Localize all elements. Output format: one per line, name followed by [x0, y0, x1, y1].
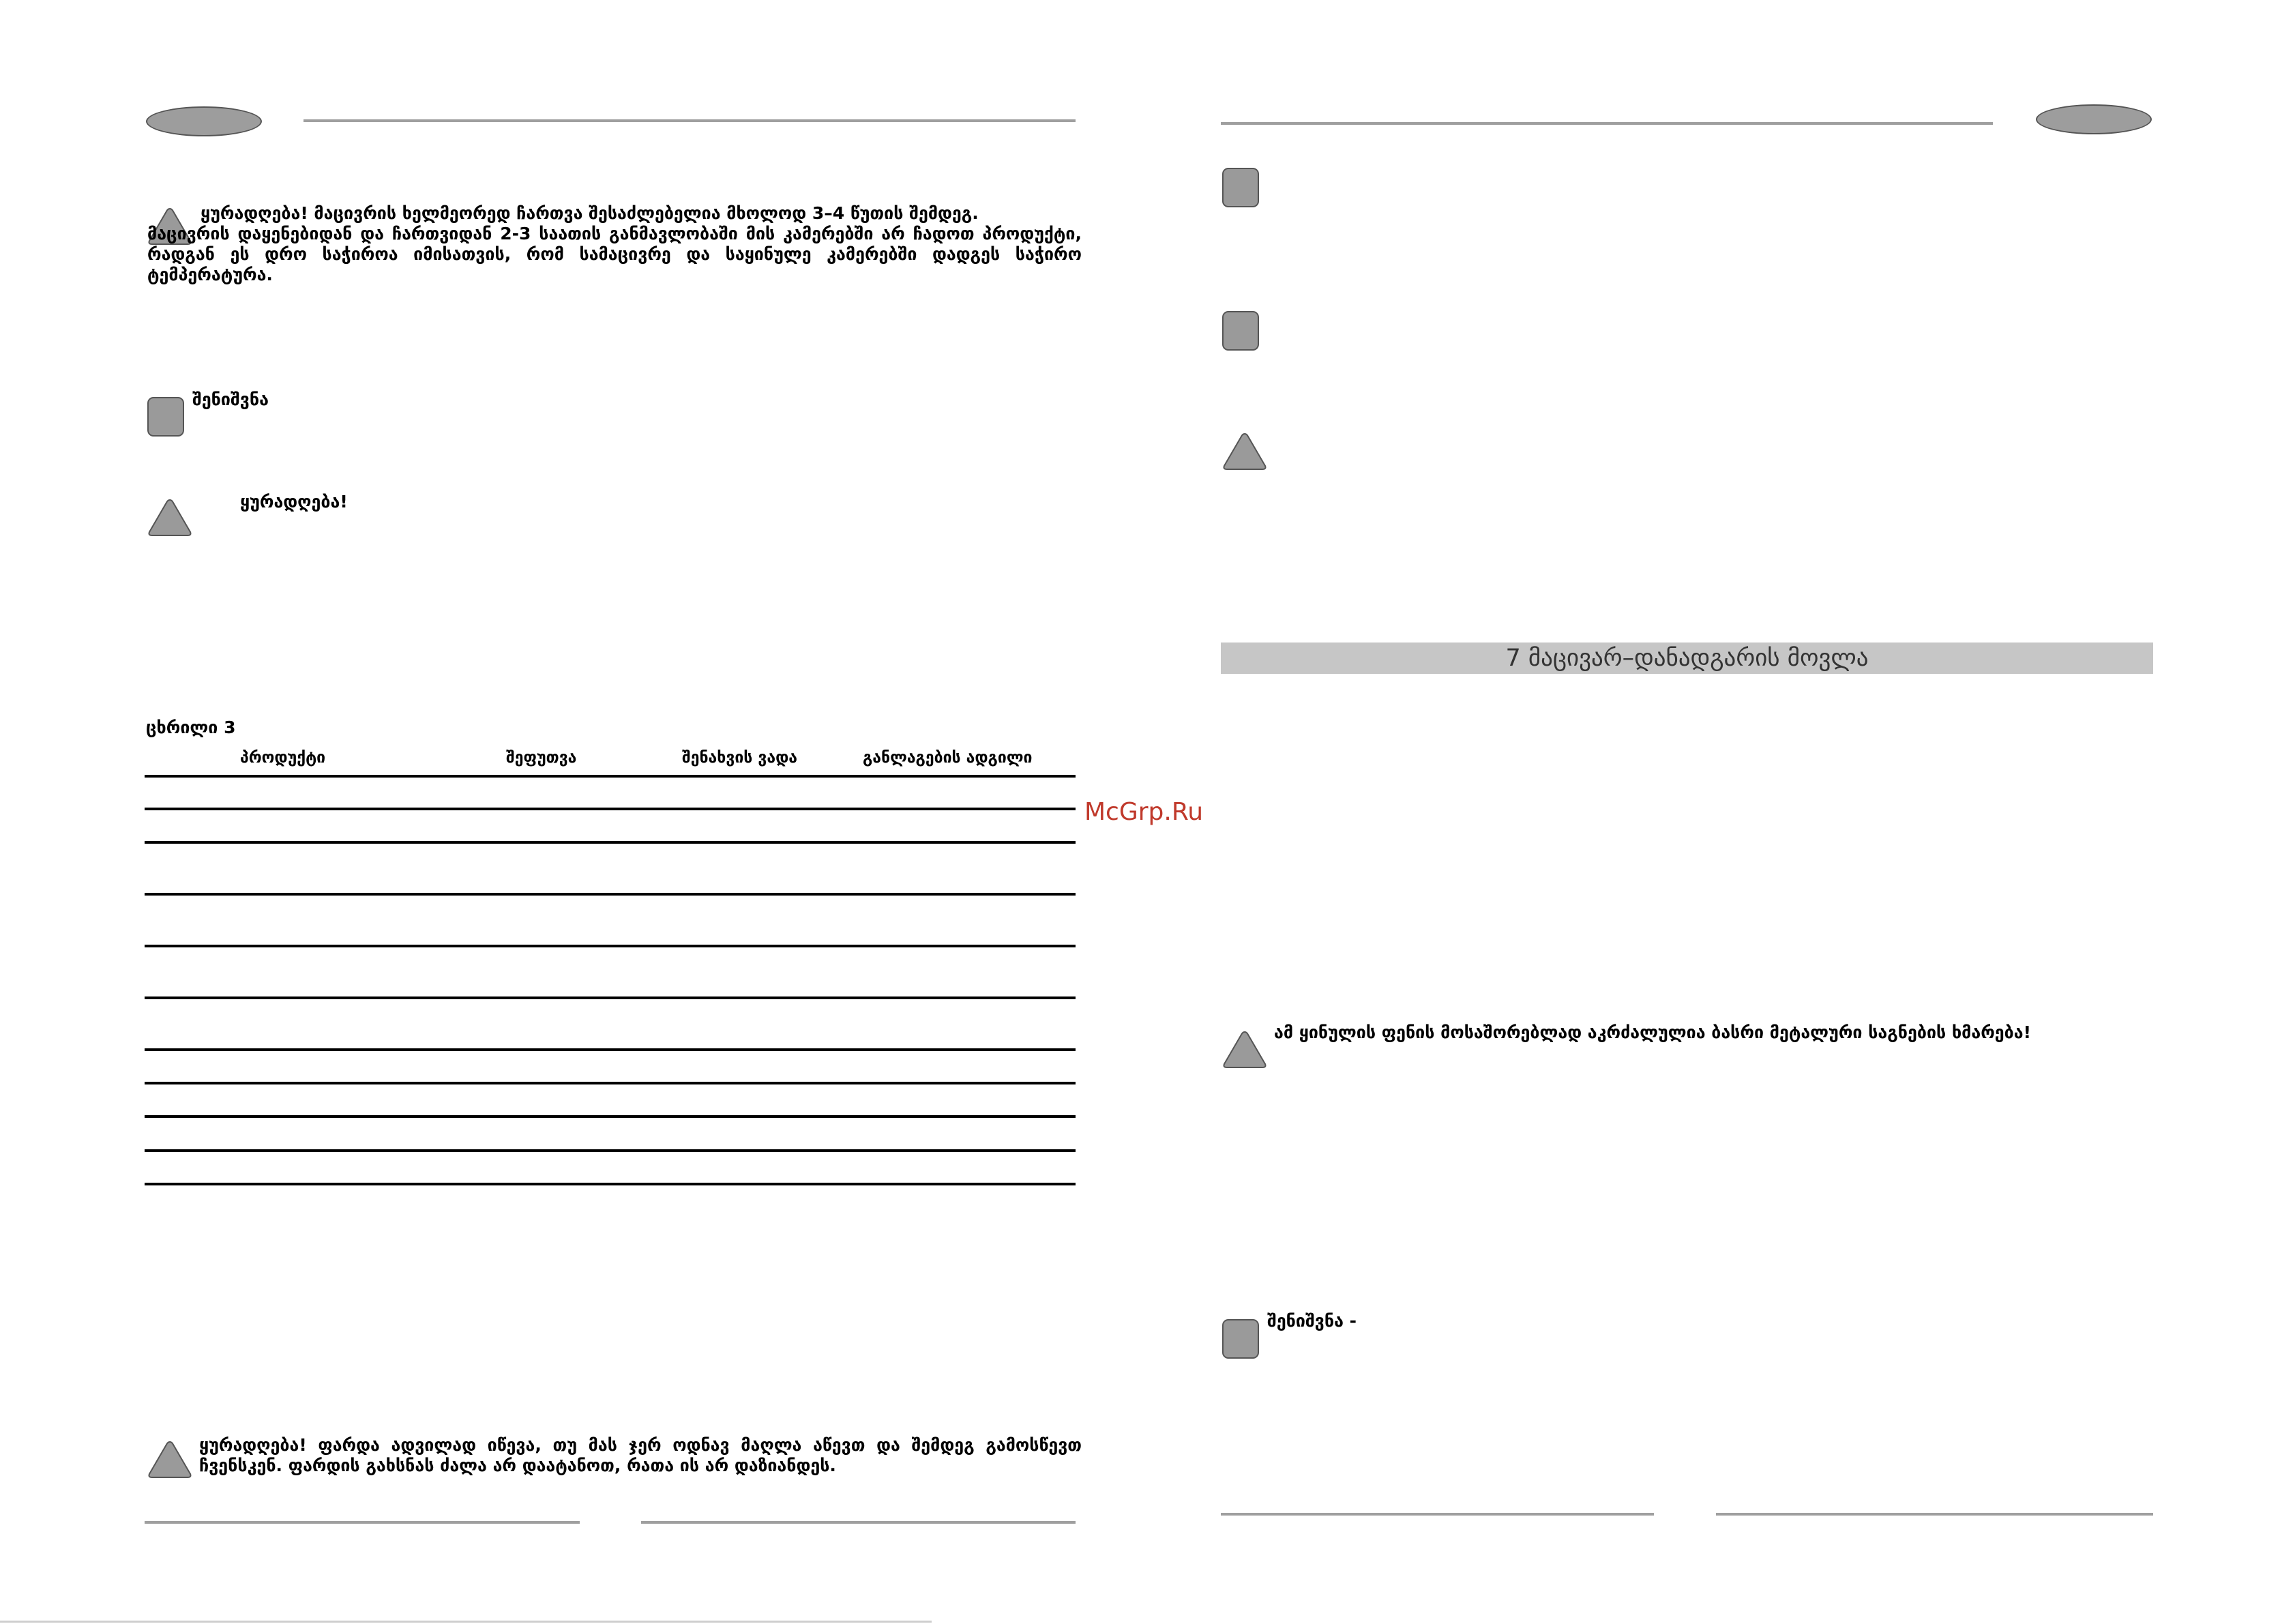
warning-text-curtain: ყურადღება! ფარდა ადვილად იწევა, თუ მას ჯერ ოდნავ მაღლა აწევთ და შემდეგ გამოსწევთ ჩვენსკენ. ფარდის გახსნას ძალა არ დაატანოთ, რათა ის არ დაზიანდეს.: [199, 1435, 1082, 1475]
footer-rule: [641, 1521, 1076, 1524]
table-header-location: განლაგების ადგილი: [863, 749, 1033, 767]
page-header-oval: [146, 106, 262, 136]
warning-icon: [147, 1440, 192, 1479]
footer-rule: [145, 1521, 580, 1524]
section-heading-bar: [1221, 643, 2153, 674]
note-icon: [147, 397, 184, 437]
warning-icon: [147, 498, 192, 537]
table-row-divider: [145, 1048, 1076, 1051]
note-icon: [1222, 311, 1259, 351]
section-title: 7 მაცივარ–დანადგარის მოვლა: [1505, 645, 1869, 672]
scan-edge: [0, 1621, 932, 1623]
warning-text-frost: ამ ყინულის ფენის მოსაშორებლად აკრძალულია ბასრი მეტალური საგნების ხმარება!: [1274, 1022, 2031, 1042]
watermark-text: McGrp.Ru: [1084, 798, 1204, 826]
table-header-packaging: შეფუთვა: [506, 749, 577, 767]
table-row-divider: [145, 1149, 1076, 1152]
header-rule: [303, 119, 1076, 122]
table-header-shelf-life: შენახვის ვადა: [682, 749, 797, 767]
table-row-divider: [145, 775, 1076, 778]
note-icon: [1222, 168, 1259, 207]
table-row-divider: [145, 945, 1076, 947]
warning-label: ყურადღება!: [240, 492, 348, 512]
note-label: შენიშვნა -: [1267, 1311, 1357, 1331]
footer-rule: [1716, 1513, 2153, 1516]
header-rule: [1221, 122, 1993, 125]
table-row-divider: [145, 1082, 1076, 1084]
table-row-divider: [145, 996, 1076, 999]
warning-icon: [1222, 432, 1267, 471]
table-row-divider: [145, 1115, 1076, 1118]
table-row-divider: [145, 841, 1076, 844]
footer-rule: [1221, 1513, 1654, 1516]
table-header-product: პროდუქტი: [240, 749, 326, 767]
table-caption: ცხრილი 3: [146, 718, 236, 737]
warning-icon: [1222, 1030, 1267, 1069]
warning-text-restart: ყურადღება! მაცივრის ხელმეორედ ჩართვა შესაძლებელია მხოლოდ 3–4 წუთის შემდეგ. მაცივრის დაყენებიდან და ჩართვიდან 2-3 საათის განმავლობაში მის კამერებში არ ჩადოთ პროდუქტი, რადგან ეს დრო საჭიროა იმისათვის, რომ სამაცივრე და საყინულე კამერებში დადგეს საჭირო ტემპერატურა.: [147, 203, 1082, 284]
page-header-oval: [2036, 104, 2152, 134]
table-row-divider: [145, 1183, 1076, 1185]
table-row-divider: [145, 808, 1076, 810]
table-row-divider: [145, 893, 1076, 896]
note-label: შენიშვნა: [192, 389, 269, 409]
note-icon: [1222, 1319, 1259, 1359]
